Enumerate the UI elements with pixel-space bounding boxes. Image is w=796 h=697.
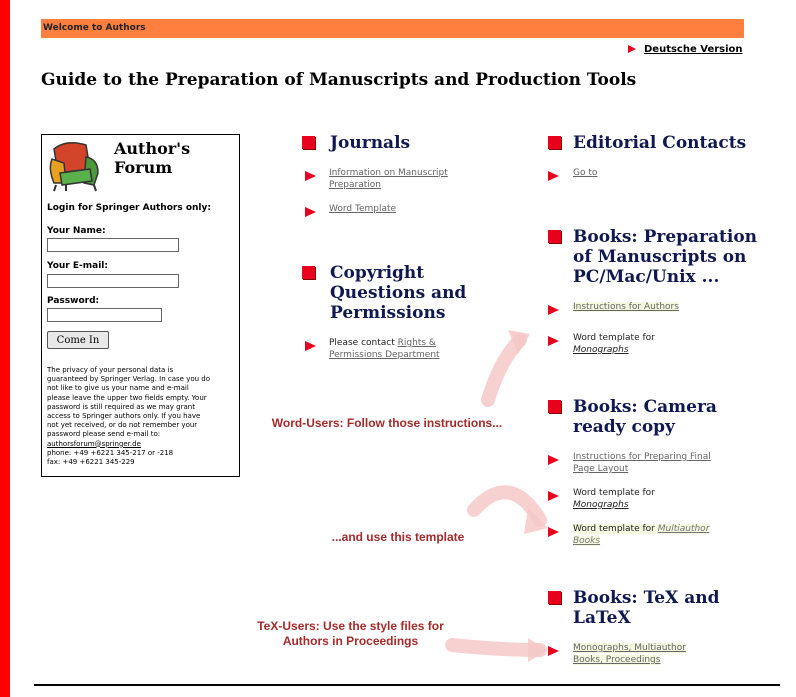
password-label: Password: — [47, 296, 100, 306]
monographs-link[interactable]: Monographs — [573, 500, 629, 510]
arrow-icon — [305, 207, 316, 217]
login-heading: Login for Springer Authors only: — [47, 203, 211, 213]
monographs-link[interactable]: Monographs — [573, 345, 629, 355]
books-prep-heading: Books: Preparation of Manuscripts on PC/Mac/Unix ... — [573, 227, 758, 287]
editorial-heading: Editorial Contacts — [573, 133, 747, 153]
books-camera-heading: Books: Camera ready copy — [573, 397, 717, 437]
arrow-icon — [548, 171, 559, 181]
forum-fax: fax: +49 +6221 345-229 — [47, 458, 135, 467]
books-prep-word-template: Word template for Monographs — [573, 333, 655, 355]
word-users-annotation: Word-Users: Follow those instructions... — [271, 416, 503, 430]
rights-permissions-link[interactable]: Rights & — [397, 338, 436, 348]
footer-divider — [34, 684, 780, 686]
use-template-annotation: ...and use this template — [331, 530, 465, 544]
multiauthor-books-link[interactable]: Books — [573, 536, 601, 546]
come-in-button[interactable]: Come In — [47, 331, 109, 349]
copyright-bullet-icon — [302, 266, 315, 279]
final-page-layout-link[interactable]: Instructions for Preparing Final Page Layout — [573, 452, 711, 474]
copyright-heading: Copyright Questions and Permissions — [330, 263, 467, 323]
arrow-icon — [548, 455, 559, 465]
arrow-icon — [548, 527, 559, 537]
tex-users-annotation: TeX-Users: Use the style files for Authors in Proceedings — [257, 619, 444, 648]
arrow-icon — [548, 491, 559, 501]
books-tex-bullet-icon — [548, 591, 561, 604]
books-prep-bullet-icon — [548, 230, 561, 243]
journals-heading: Journals — [330, 133, 411, 153]
forum-title: Author's Forum — [114, 139, 191, 177]
tex-style-files-link[interactable]: Monographs, Multiauthor Books, Proceedings — [573, 643, 686, 665]
arrow-icon — [305, 171, 316, 181]
journals-bullet-icon — [302, 136, 315, 149]
copyright-contact: Please contact Rights & Permissions Department — [329, 338, 440, 360]
instructions-authors-link[interactable]: Instructions for Authors — [573, 302, 679, 312]
name-label: Your Name: — [47, 226, 106, 236]
email-label: Your E-mail: — [47, 261, 108, 271]
books-tex-heading: Books: TeX and LaTeX — [573, 588, 720, 628]
editorial-bullet-icon — [548, 136, 561, 149]
arrow-icon — [305, 341, 316, 351]
rights-permissions-link-2[interactable]: Permissions Department — [329, 350, 440, 360]
multiauthor-link[interactable]: Multiauthor — [657, 524, 710, 534]
arrow-icon — [548, 305, 559, 315]
page-title: Guide to the Preparation of Manuscripts and Production Tools — [41, 70, 637, 90]
forum-phone: phone: +49 +6221 345-217 or -218 — [47, 448, 174, 457]
editorial-goto-link[interactable]: Go to — [573, 168, 598, 178]
deutsche-version-link[interactable]: Deutsche Version — [644, 44, 743, 55]
camera-word-template-monographs: Word template for Monographs — [573, 488, 655, 510]
books-camera-bullet-icon — [548, 400, 561, 413]
arrow-icon — [548, 646, 559, 656]
forum-email-link[interactable]: authorsforum@springer.de — [47, 439, 141, 448]
privacy-notice: The privacy of your personal data is guaranteed by Springer Verlag. In case you do not like to give us your name and e-mail please leave the upper two fields empty. Your password is still required as we may grant access to Springer authors only. If you have not yet received, or do not remember your password please send e-mail to: authorsforum@springer.de phone: +49 +6221 345-217 or -218 fax: +49 +6221 345-229 — [47, 366, 237, 467]
welcome-text: Welcome to Authors — [43, 23, 146, 33]
journals-word-template-link[interactable]: Word Template — [329, 204, 397, 214]
manuscript-info-link[interactable]: Information on Manuscript Preparation — [329, 168, 448, 190]
arrow-icon — [548, 336, 559, 346]
camera-word-template-multiauthor: Word template for Multiauthor Books — [573, 524, 710, 546]
